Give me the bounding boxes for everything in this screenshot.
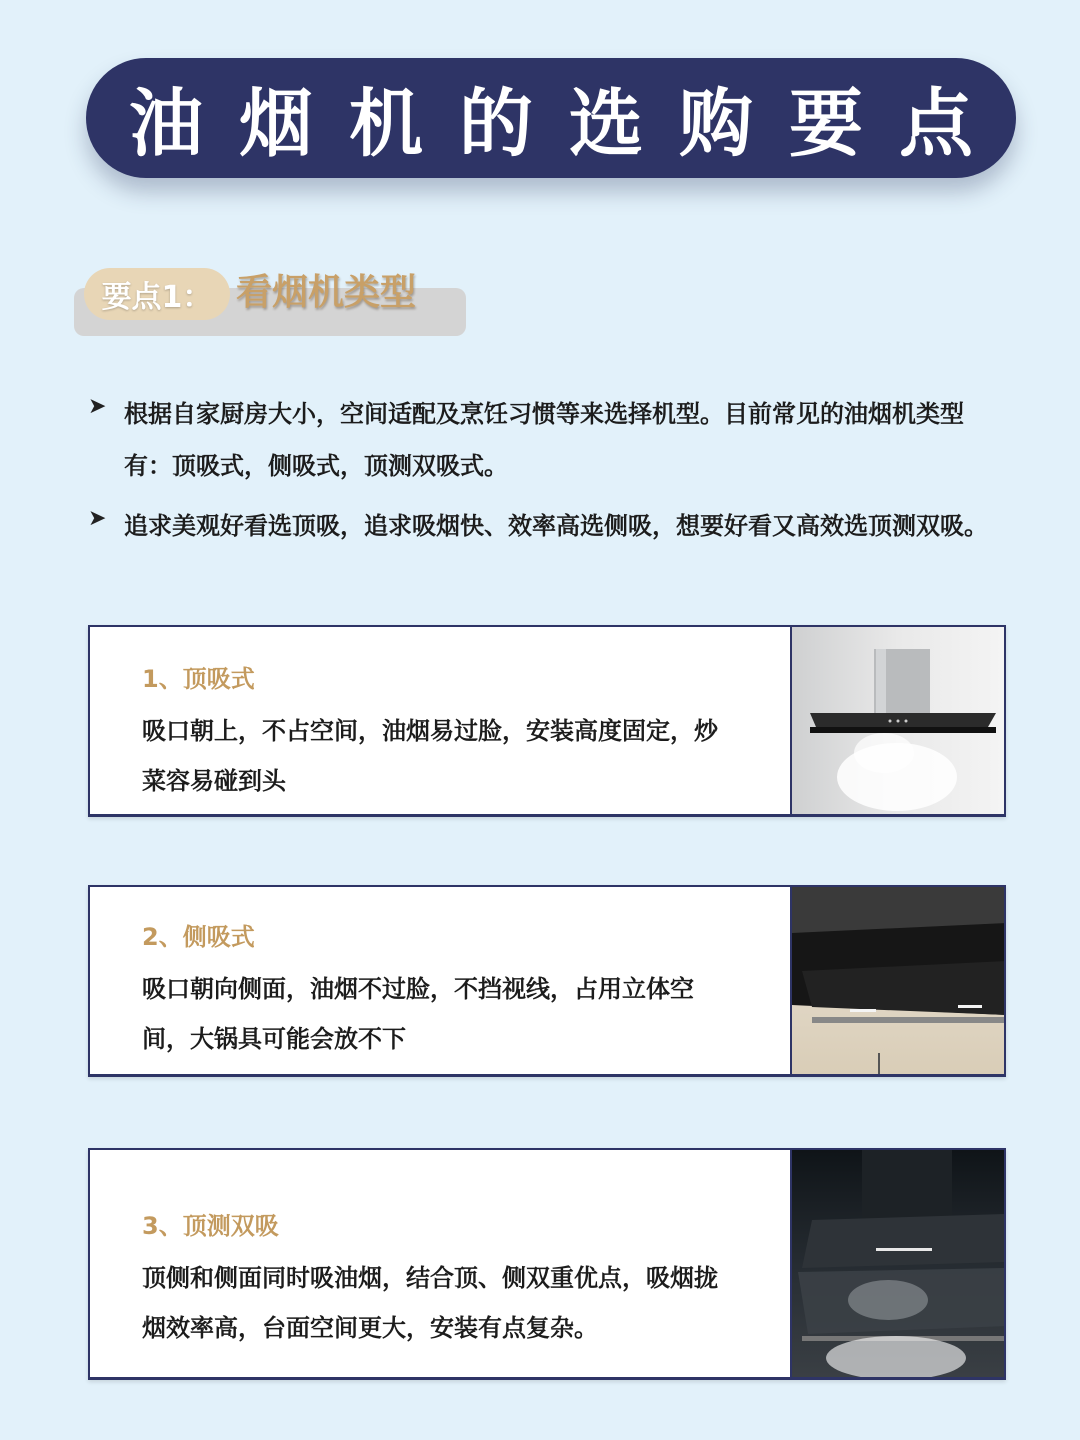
card-body: 吸口朝向侧面，油烟不过脸，不挡视线，占用立体空间，大锅具可能会放不下 <box>142 975 694 1053</box>
hood-type-card-side <box>88 885 1006 1077</box>
bullet-text: 根据自家厨房大小，空间适配及烹饪习惯等来选择机型。目前常见的油烟机类型有：顶吸式，侧吸式，顶测双吸式。 <box>124 400 964 480</box>
range-hood-icon <box>792 627 1004 814</box>
page-title: 油烟机的选购要点 <box>129 81 1009 167</box>
range-hood-icon <box>792 887 1004 1074</box>
card-text <box>142 917 732 1064</box>
point-label-pill <box>84 268 230 320</box>
hood-type-card-top <box>88 625 1006 817</box>
card-body: 顶侧和侧面同时吸油烟，结合顶、侧双重优点，吸烟拢烟效率高，台面空间更大，安装有点复杂。 <box>142 1264 718 1342</box>
bullet-list <box>88 388 988 560</box>
point-title: 看烟机类型 <box>236 272 417 313</box>
card-text <box>142 1206 732 1353</box>
hood-type-card-dual <box>88 1148 1006 1380</box>
arrow-bullet-icon: ➤ <box>88 506 107 531</box>
point-label: 要点1： <box>101 280 213 315</box>
side-suction-hood-photo <box>790 887 1004 1074</box>
card-heading: 1、顶吸式 <box>142 665 255 693</box>
top-suction-hood-photo <box>790 627 1004 814</box>
card-body: 吸口朝上，不占空间，油烟易过脸，安装高度固定，炒菜容易碰到头 <box>142 717 718 795</box>
dual-suction-hood-photo <box>790 1150 1004 1377</box>
title-banner <box>86 58 1016 178</box>
bullet-item <box>88 500 988 552</box>
card-heading: 2、侧吸式 <box>142 923 255 951</box>
range-hood-icon <box>792 1150 1004 1377</box>
bullet-text: 追求美观好看选顶吸，追求吸烟快、效率高选侧吸，想要好看又高效选顶测双吸。 <box>124 512 988 540</box>
arrow-bullet-icon: ➤ <box>88 394 107 419</box>
card-text <box>142 659 732 806</box>
bullet-item <box>88 388 988 492</box>
card-heading: 3、顶测双吸 <box>142 1212 279 1240</box>
